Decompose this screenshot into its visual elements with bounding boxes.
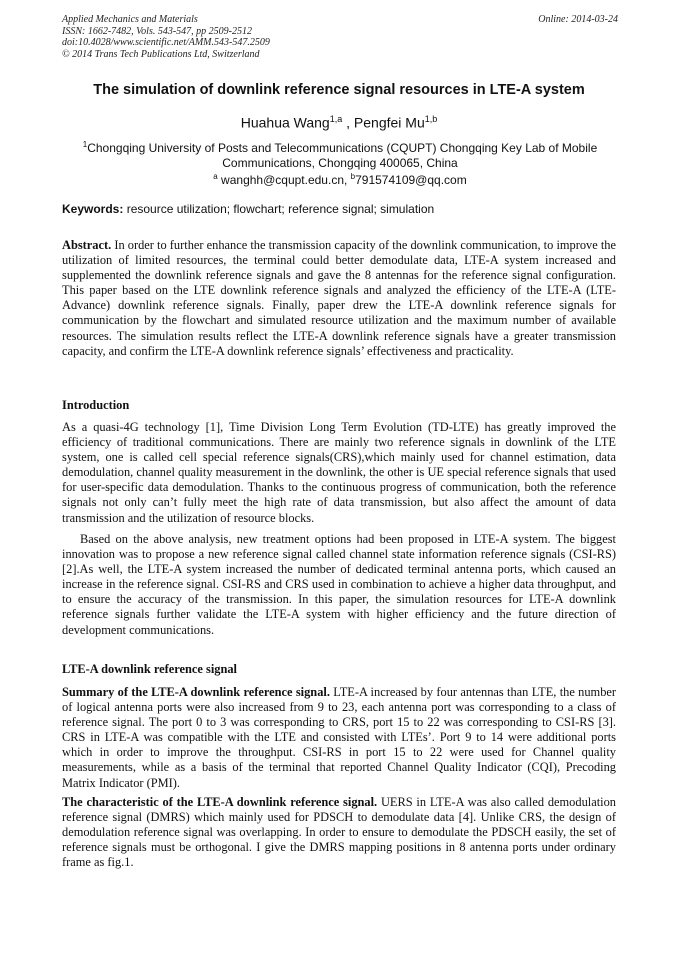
email-address: wanghh@cqupt.edu.cn,	[217, 173, 351, 187]
paragraph: Based on the above analysis, new treatment options had been proposed in LTE-A system. The biggest innovation was to propose a new reference signal called channel state information reference signals (CSI-RS) [2].As well, the LTE-A system increased the number of dedicated terminal antenna ports, which caused an increase in the reference signal. CSI-RS and CRS used in combination to achieve a higher data throughput, and to ensure the accuracy of the transmission. In this paper, the simulation resources for LTE-A downlink reference signals further validate the LTE-A system with higher efficiency and the future direction of development communications.	[62, 532, 616, 637]
author-separator: ,	[342, 114, 354, 131]
keywords-text: resource utilization; flowchart; reference signal; simulation	[123, 202, 435, 216]
paragraph-run-in-heading: The characteristic of the LTE-A downlink reference signal.	[62, 795, 378, 809]
email-line	[62, 170, 618, 188]
paragraph-run-in-heading: Summary of the LTE-A downlink reference signal.	[62, 685, 330, 699]
issn-line: ISSN: 1662-7482, Vols. 543-547, pp 2509-2512	[62, 25, 252, 37]
section-heading-introduction: Introduction	[62, 398, 130, 412]
affiliation-line	[62, 138, 618, 156]
affiliation-superscript: 1	[82, 140, 88, 149]
author-superscript: 1,b	[424, 114, 438, 124]
section-heading-lte-a: LTE-A downlink reference signal	[62, 662, 237, 676]
affiliation-line: Communications, Chongqing 400065, China	[222, 155, 458, 170]
copyright-line: © 2014 Trans Tech Publications Ltd, Switzerland	[62, 48, 260, 60]
paragraph-text: UERS in LTE-A was also called demodulation reference signal (DMRS) which mainly used for PDSCH to demodulate data [4]. Unlike CRS, the design of demodulation reference signal was overlapping. In order to ensure to demodulate the PDSCH easily, the set of reference signals must be orthogonal. I give the DMRS mapping positions in 8 antenna ports under ordinary frame as fig.1.	[62, 795, 616, 870]
abstract-text: In order to further enhance the transmission capacity of the downlink communication, to improve the utilization of limited resources, the terminal could better demodulate data, LTE-A system increased and supplemented the downlink reference signals and gave the 8 antennas for the reference signal configuration. This paper based on the LTE downlink reference signals and analyzed the efficiency of the LTE-A (LTE-Advance) downlink reference signals. Finally, paper drew the LTE-A downlink reference signals for communication by the flowchart and simulated resource utilization and the maximum number of available resources. The simulation results reflect the LTE-A downlink reference signals have a greater transmission capacity, and confirm the LTE-A downlink reference signals’ effectiveness and practicality.	[62, 238, 616, 358]
keywords	[62, 202, 618, 216]
abstract	[62, 238, 616, 359]
author-line	[40, 114, 638, 131]
affiliation	[62, 138, 618, 188]
author-name: Pengfei Mu	[353, 114, 425, 131]
paragraph	[62, 795, 616, 870]
online-date: Online: 2014-03-24	[538, 14, 618, 25]
keywords-label: Keywords:	[62, 202, 124, 216]
journal-name: Applied Mechanics and Materials	[62, 14, 198, 25]
paragraph	[62, 685, 616, 791]
email-superscript: a	[213, 172, 218, 181]
affiliation-text: Chongqing University of Posts and Telecommunications (CQUPT) Chongqing Key Lab of Mobile	[87, 141, 598, 155]
paragraph: As a quasi-4G technology [1], Time Division Long Term Evolution (TD-LTE) has greatly improved the efficiency of traditional communications. There are mainly two reference signals in downlink of the LTE system, one is called cell special reference signals(CRS),which mainly used for channel estimation, data demodulation, channel quality measurement in the downlink, the other is UE special reference signals that used for user-specific data demodulation. Thanks to the continuous progress of communication, both the reference signals not only can’t fully meet the high rate of data transmission, but also affect the amount of data transmission and the utilization of resource blocks.	[62, 420, 616, 525]
paper-title: The simulation of downlink reference signal resources in LTE-A system	[93, 82, 585, 98]
email-address: 791574109@qq.com	[355, 173, 467, 187]
author-name: Huahua Wang	[240, 114, 330, 131]
author-superscript: 1,a	[329, 114, 343, 124]
doi-line: doi:10.4028/www.scientific.net/AMM.543-547.2509	[62, 37, 270, 48]
paragraph-text: LTE-A increased by four antennas than LTE, the number of logical antenna ports were also increased from 9 to 23, each antenna port was corresponding to a class of reference signal. The port 0 to 3 was corresponding to CRS, port 15 to 22 was corresponding to CSI-RS [3]. CRS in LTE-A was compatible with the LTE and consisted with LTEs’. Port 9 to 14 were additional ports which in order to improve the throughput. CSI-RS in port 15 to 22 were used for Channel quality measurements, while as a basis of the terminal that reported Channel Quality Indicator (CQI), Precoding Matrix Indicator (PMI).	[62, 685, 617, 790]
journal-header	[62, 14, 618, 60]
abstract-label: Abstract.	[62, 238, 112, 252]
email-superscript: b	[350, 172, 356, 181]
